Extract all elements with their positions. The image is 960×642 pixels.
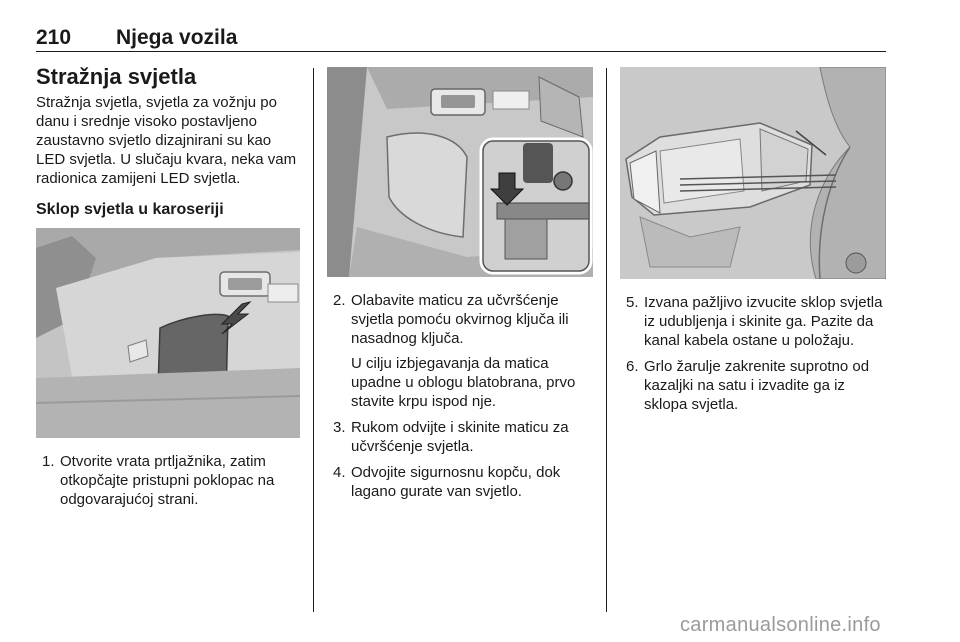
column-divider-1: [313, 68, 314, 612]
steps-list-2: [327, 291, 593, 501]
column-1: [36, 64, 301, 516]
chapter-title: Njega vozila: [116, 26, 238, 49]
step-2-text: Olabavite maticu za učvršćenje svjetla pomoću okvirnog ključa ili nasadnog ključa.: [351, 292, 569, 347]
page-header: [36, 26, 886, 52]
page-number: 210: [36, 26, 72, 49]
step-4-text: Odvojite sigurnosnu kopču, dok lagano gurate van svjetlo.: [351, 464, 561, 500]
step-4: [327, 463, 593, 501]
subheading: Sklop svjetla u karoseriji: [36, 201, 224, 218]
light-assembly-removal-illustration: [620, 67, 886, 279]
trunk-access-cover-illustration: [36, 228, 300, 438]
step-2: [327, 291, 593, 411]
step-1-text: Otvorite vrata prtljažnika, zatim otkopčajte pristupni poklopac na odgovarajućoj strani.: [60, 453, 275, 508]
light-nut-removal-illustration: [327, 67, 593, 277]
step-3: [327, 418, 593, 456]
step-1-number: 1.: [42, 453, 55, 470]
step-1: [36, 452, 301, 509]
intro-paragraph: Stražnja svjetla, svjetla za vožnju po danu i srednje visoko postavljeno zaustavno svjetlo dizajnirani su kao LED svjetla. U slučaju kvara, neka vam radionica zamijeni LED svjetla.: [36, 94, 297, 187]
step-2-number: 2.: [333, 292, 346, 309]
step-6: [620, 357, 886, 414]
column-3: [620, 67, 886, 421]
step-6-number: 6.: [626, 358, 639, 375]
column-divider-2: [606, 68, 607, 612]
section-title: Stražnja svjetla: [36, 64, 197, 89]
step-3-number: 3.: [333, 419, 346, 436]
watermark: carmanualsonline.info: [680, 614, 881, 636]
steps-list-3: [620, 293, 886, 414]
step-2-note: U cilju izbjegavanja da matica upadne u oblogu blatobrana, prvo stavite krpu ispod nje.: [351, 355, 576, 410]
steps-list-1: [36, 452, 301, 509]
step-5-text: Izvana pažljivo izvucite sklop svjetla iz udubljenja i skinite ga. Pazite da kanal kabela ostane u položaju.: [644, 294, 883, 349]
step-6-text: Grlo žarulje zakrenite suprotno od kazaljki na satu i izvadite ga iz sklopa svjetla.: [644, 358, 870, 413]
step-5-number: 5.: [626, 294, 639, 311]
step-5: [620, 293, 886, 350]
column-2: [327, 67, 593, 508]
step-4-number: 4.: [333, 464, 346, 481]
step-3-text: Rukom odvijte i skinite maticu za učvršćenje svjetla.: [351, 419, 569, 455]
